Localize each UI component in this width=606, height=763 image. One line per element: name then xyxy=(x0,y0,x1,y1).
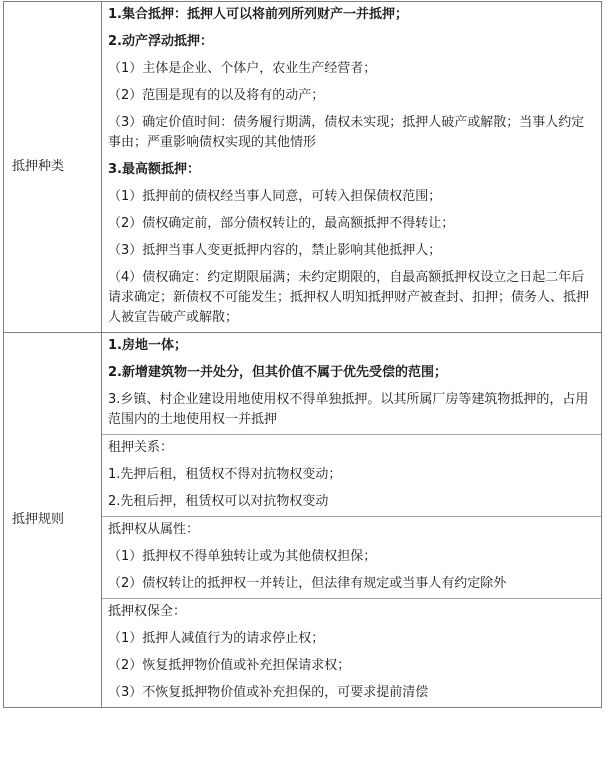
list-item: （2）债权确定前，部分债权转让的，最高额抵押不得转让； xyxy=(108,216,455,231)
list-item: 1.先押后租，租赁权不得对抗物权变动； xyxy=(108,467,342,482)
rule-group-lease-mortgage xyxy=(102,434,601,516)
row-content xyxy=(102,2,602,333)
list-item: 2.新增建筑物一并处分，但其价值不属于优先受偿的范围； xyxy=(108,365,447,380)
rule-group-land-building xyxy=(102,333,601,434)
list-item: （3）确定价值时间：债务履行期满，债权未实现；抵押人破产或解散；当事人约定事由；严重影响债权实现的其他情形 xyxy=(108,115,585,150)
law-summary-table xyxy=(3,1,602,708)
list-item: 1.集合抵押：抵押人可以将前列所列财产一并抵押； xyxy=(108,7,408,22)
list-item: （2）恢复抵押物价值或补充担保请求权； xyxy=(108,658,351,673)
group-heading: 租押关系： xyxy=(108,440,174,455)
list-item: （1）抵押权不得单独转让或为其他债权担保； xyxy=(108,549,377,564)
list-item: （3）抵押当事人变更抵押内容的，禁止影响其他抵押人； xyxy=(108,243,442,258)
list-item: 2.先租后押，租赁权可以对抗物权变动 xyxy=(108,494,329,509)
row-label: 抵押规则 xyxy=(4,333,102,708)
row-content xyxy=(102,333,602,708)
list-item: 3.乡镇、村企业建设用地使用权不得单独抵押。以其所属厂房等建筑物抵押的，占用范围内的土地使用权一并抵押 xyxy=(108,392,589,427)
list-item: （1）主体是企业、个体户，农业生产经营者； xyxy=(108,61,377,76)
table-row-mortgage-rules xyxy=(4,333,602,708)
table-row-mortgage-types xyxy=(4,2,602,333)
list-item: （3）不恢复抵押物价值或补充担保的，可要求提前清偿 xyxy=(108,685,429,700)
list-item: （2）债权转让的抵押权一并转让，但法律有规定或当事人有约定除外 xyxy=(108,576,507,591)
list-item: （1）抵押人减值行为的请求停止权； xyxy=(108,631,325,646)
group-heading: 抵押权从属性： xyxy=(108,522,200,537)
rule-group-accessory-nature xyxy=(102,516,601,598)
list-item: （4）债权确定：约定期限届满；未约定期限的，自最高额抵押权设立之日起二年后请求确定；新债权不可能发生；抵押权人明知抵押财产被查封、扣押；债务人、抵押人被宣告破产或解散； xyxy=(108,270,590,325)
list-item: 3.最高额抵押： xyxy=(108,162,200,177)
group-heading: 抵押权保全： xyxy=(108,604,187,619)
list-item: （2）范围是现有的以及将有的动产； xyxy=(108,88,325,103)
list-item: （1）抵押前的债权经当事人同意，可转入担保债权范围； xyxy=(108,189,442,204)
row-label: 抵押种类 xyxy=(4,2,102,333)
list-item: 2.动产浮动抵押： xyxy=(108,34,213,49)
list-item: 1.房地一体； xyxy=(108,338,187,353)
rule-group-preservation xyxy=(102,598,601,707)
